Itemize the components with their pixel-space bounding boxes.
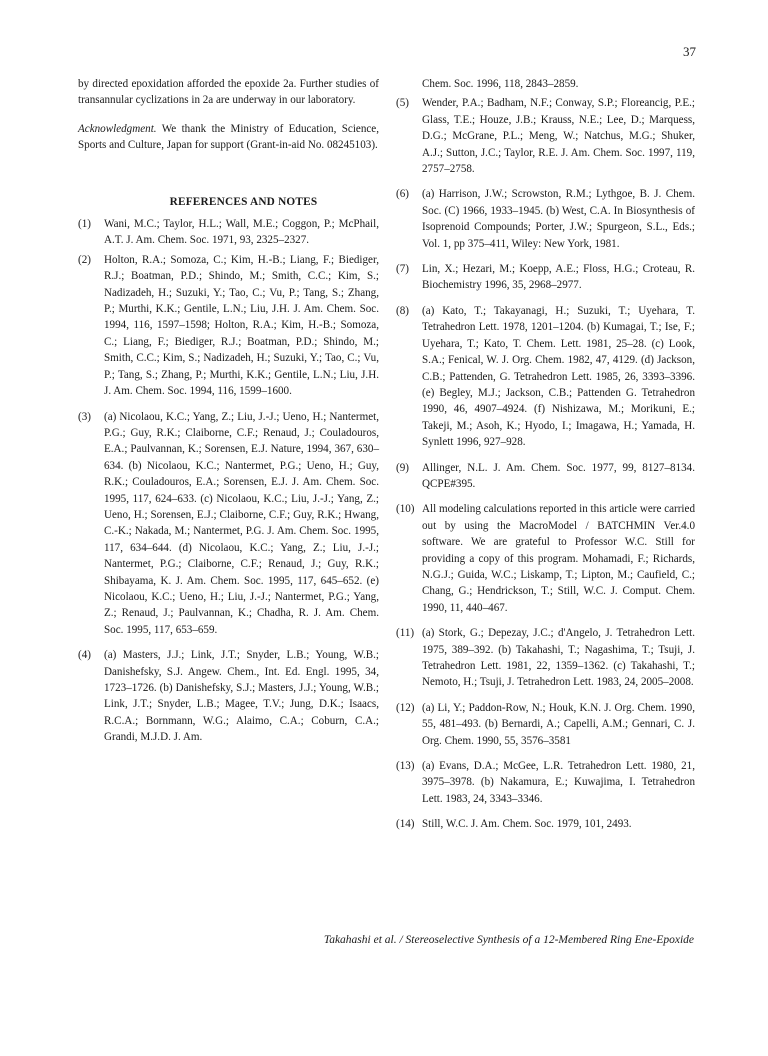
reference-item [396, 501, 695, 616]
reference-text: Lin, X.; Hezari, M.; Koepp, A.E.; Floss, H.G.; Croteau, R. Biochemistry 1996, 35, 2968–2977. [422, 263, 695, 292]
reference-number: (14) [396, 818, 415, 831]
reference-number: (7) [396, 263, 409, 276]
reference-text: (a) Kato, T.; Takayanagi, H.; Suzuki, T.; Uyehara, T. Tetrahedron Lett. 1978, 1201–1204. (b) Kumagai, T.; Ise, F.; Uyehara, T.; Kato, T. Chem. Lett. 1981, 25–28. (c) Look, S.A.; Fenical, W. J. Org. Chem. 1982, 47, 4129. (d) Jackson, C.B.; Pattenden, G. Tetrahedron Lett. 1985, 26, 3393–3396. (e) Begley, M.J.; Jackson, C.B.; Pattenden G. Tetrahedron 1990, 46, 4907–4924. (f) Nishizawa, M.; Morikuni, E.; Takeji, M.; Asoh, K.; Hyodo, I.; Imagawa, H.; Yamada, H. Synlett 1996, 927–928. [422, 304, 695, 449]
reference-item [396, 303, 695, 451]
reference-text: Holton, R.A.; Somoza, C.; Kim, H.-B.; Liang, F.; Biediger, R.J.; Boatman, P.D.; Shindo, M.; Smith, C.C.; Kim, S.; Nadizadeh, H.; Suzuki, Y.; Tao, C.; Vu, P.; Tang, S.; Zhang, P.; Murthi, K.K.; Gentile, L.N.; Liu, J.H. J. Am. Chem. Soc. 1994, 116, 1597–1598; Holton, R.A.; Kim, H.-B.; Somoza, C.; Liang, F.; Biediger, R.J.; Boatman, P.D.; Shindo, M.; Smith, C.C.; Kim, S.; Nadizadeh, H.; Suzuki, Y.; Tao, C.; Vu, P.; Tang, S.; Zhang, P.; Murthi, K.K.; Gentile, L.N.; Liu, J.H. J. Am. Chem. Soc. 1994, 116, 1599–1600. [104, 253, 379, 398]
reference-item [78, 252, 379, 400]
reference-item [396, 95, 695, 177]
reference-item [396, 261, 695, 294]
reference-number: (13) [396, 760, 415, 773]
reference-text: (a) Stork, G.; Depezay, J.C.; d'Angelo, J. Tetrahedron Lett. 1975, 389–392. (b) Takahashi, T.; Nagashima, T.; Tsuji, J. Tetrahedron Lett. 1981, 22, 1359–1362. (c) Takahashi, T.; Nemoto, H.; Tsuji, J. Tetrahedron Lett. 1983, 24, 2005–2008. [422, 627, 695, 689]
reference-number: (4) [78, 649, 91, 662]
reference-number: (9) [396, 461, 409, 474]
reference-text: (a) Harrison, J.W.; Scrowston, R.M.; Lythgoe, B. J. Chem. Soc. (C) 1966, 1933–1945. (b) West, C.A. In Biosynthesis of Isoprenoid Compounds; Porter, J.W.; Spurgeon, S.L., Eds.; Vol. 1, pp 375–411, Wiley: New York, 1981. [422, 188, 695, 250]
reference-text: Still, W.C. J. Am. Chem. Soc. 1979, 101, 2493. [422, 818, 632, 831]
reference-continuation: Chem. Soc. 1996, 118, 2843–2859. [422, 78, 579, 90]
reference-number: (8) [396, 304, 409, 317]
reference-text: (a) Li, Y.; Paddon-Row, N.; Houk, K.N. J. Org. Chem. 1990, 55, 481–493. (b) Bernardi, A.; Capelli, A.M.; Gennari, C. J. Org. Chem. 1990, 55, 3576–3581 [422, 701, 695, 747]
reference-number: (1) [78, 218, 91, 231]
running-footer: Takahashi et al. / Stereoselective Synthesis of a 12-Membered Ring Ene-Epoxide [323, 934, 694, 946]
reference-item [78, 216, 379, 249]
right-column [396, 76, 695, 836]
reference-text: (a) Evans, D.A.; McGee, L.R. Tetrahedron Lett. 1980, 21, 3975–3978. (b) Nakamura, E.; Kuwajima, I. Tetrahedron Lett. 1983, 24, 3343–3346. [422, 760, 695, 805]
reference-text: (a) Nicolaou, K.C.; Yang, Z.; Liu, J.-J.; Ueno, H.; Nantermet, P.G.; Guy, R.K.; Claiborne, C.F.; Renaud, J.; Couladouros, E.A.; Paulvannan, K.; Sorensen, E.J. Nature, 1994, 367, 630–634. (b) Nicolaou, K.C.; Nantermet, P.G.; Ueno, H.; Guy, R.K.; Couladouros, E.A.; Sorensen, E.J. J. Am. Chem. Soc. 1995, 117, 624–633. (c) Nicolaou, K.C.; Liu, J.-J.; Yang, Z.; Ueno, H.; Sorensen, E.J.; Claiborne, C.F.; Guy, R.K.; Hwang, C.-K.; Nakada, M.; Nantermet, P.G. J. Am. Chem. Soc. 1995, 117, 634–644. (d) Nicolaou, K.C.; Yang, Z.; Liu, J.-J.; Nantermet, P.G.; Claiborne, C.F.; Renaud, J.; Guy, R.K.; Shibayama, K. J. Am. Chem. Soc. 1995, 117, 645–652. (e) Nicolaou, K.C.; Ueno, H.; Liu, J.-J.; Nantermet, P.G.; Yang, Z.; Renaud, J.; Paulvannan, K.; Chadha, R. J. Am. Chem. Soc. 1995, 117, 653–659. [104, 410, 379, 636]
reference-number: (3) [78, 410, 91, 423]
reference-number: (6) [396, 188, 409, 201]
reference-text: Allinger, N.L. J. Am. Chem. Soc. 1977, 99, 8127–8134. QCPE#395. [422, 461, 695, 490]
intro-paragraph: by directed epoxidation afforded the epoxide 2a. Further studies of transannular cyclizations in 2a are underway in our laboratory. [78, 78, 379, 107]
reference-item [396, 460, 695, 493]
reference-text: (a) Masters, J.J.; Link, J.T.; Snyder, L.B.; Young, W.B.; Danishefsky, S.J. Angew. Chem., Int. Ed. Engl. 1995, 34, 1723–1726. (b) Danishefsky, S.J.; Masters, J.J.; Young, W.B.; Link, J.T.; Snyder, L.B.; Magee, T.V.; Jung, D.K.; Isaacs, R.C.A.; Bornmann, W.G.; Alaimo, C.A.; Coburn, C.A.; Grandi, M.J.D. J. Am. [104, 649, 379, 744]
reference-item [78, 409, 379, 639]
page-number: 37 [683, 44, 696, 59]
reference-text: Wender, P.A.; Badham, N.F.; Conway, S.P.; Floreancig, P.E.; Glass, T.E.; Houze, J.B.; Krauss, N.E.; Lee, D.; Marquess, D.G.; McGrane, P.L.; Meng, W.; Natchus, M.G.; Shuker, A.J.; Sutton, J.C.; Taylor, R.E. J. Am. Chem. Soc. 1997, 119, 2757–2758. [422, 97, 695, 176]
acknowledgment-text: We thank the Ministry of Education, Science, Sports and Culture, Japan for support (Grant-in-aid No. 08245103). [78, 122, 379, 152]
reference-number: (2) [78, 253, 91, 266]
acknowledgment-paragraph [78, 121, 379, 154]
reference-item [396, 758, 695, 807]
reference-number: (10) [396, 503, 415, 516]
reference-item [78, 647, 379, 745]
references-heading: REFERENCES AND NOTES [169, 195, 318, 208]
reference-text: Wani, M.C.; Taylor, H.L.; Wall, M.E.; Coggon, P.; McPhail, A.T. J. Am. Chem. Soc. 1971, 93, 2325–2327. [104, 218, 379, 247]
reference-number: (11) [396, 627, 415, 640]
reference-item [396, 186, 695, 252]
reference-number: (12) [396, 701, 415, 714]
acknowledgment-label: Acknowledgment. [78, 122, 157, 135]
reference-item [396, 816, 695, 832]
reference-item [396, 700, 695, 749]
reference-text: All modeling calculations reported in this article were carried out by using the MacroModel / BATCHMIN Ver.4.0 software. We are grateful to Professor W.C. Still for providing a copy of this program. Mohamadi, F.; Richards, N.G.J.; Guida, W.C.; Liskamp, T.; Lipton, M.; Caufield, C.; Chang, G.; Hendrickson, T.; Still, W.C. J. Comput. Chem. 1990, 11, 440–467. [422, 503, 695, 614]
reference-number: (5) [396, 97, 409, 110]
left-column [78, 76, 379, 749]
reference-item [396, 625, 695, 691]
